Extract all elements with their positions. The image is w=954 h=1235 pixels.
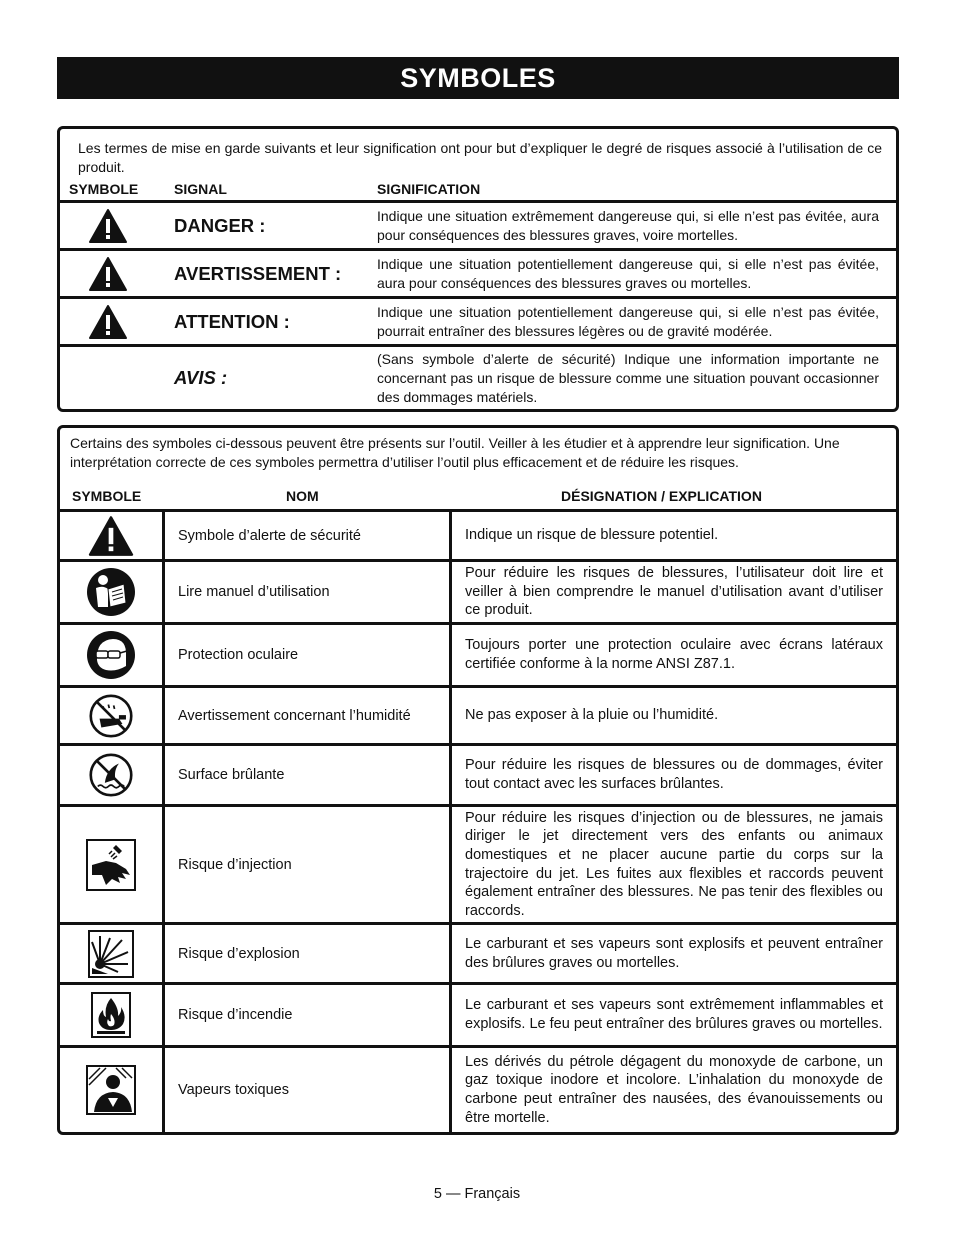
header-name: NOM: [286, 488, 319, 504]
header-description: DÉSIGNATION / EXPLICATION: [561, 488, 762, 504]
signal-row-notice: [60, 344, 896, 409]
table-row: [60, 922, 896, 982]
header-symbol: SYMBOLE: [72, 488, 142, 504]
signal-meaning: Indique une situation extrêmement dangereuse qui, si elle n’est pas évitée, aura pour conséquences des blessures graves, voire mortelles.: [377, 207, 879, 243]
symbol-name: Risque d’injection: [165, 807, 452, 922]
symbol-description: Les dérivés du pétrole dégagent du monoxyde de carbone, un gaz toxique inodore et incolore. L’inhalation du monoxyde de carbone peut entraîner des nausées, des évanouissements ou être mortelle.: [465, 1053, 883, 1126]
alert-triangle-icon: [87, 515, 135, 557]
signal-meaning: (Sans symbole d’alerte de sécurité) Indique une information importante ne concernant pas un risque de blessure comme une situation pouvant occasionner des dommages matériels.: [377, 350, 879, 405]
signal-label: AVIS :: [174, 367, 228, 388]
symbols-table: [57, 425, 899, 1135]
signal-row-caution: [60, 296, 896, 344]
explosion-hazard-icon: [88, 930, 134, 978]
table-row: [60, 509, 896, 559]
signal-meaning: Indique une situation potentiellement dangereuse qui, si elle n’est pas évitée, pourrait entraîner des blessures légères ou de gravité modérée.: [377, 303, 879, 339]
table-row: [60, 804, 896, 922]
table-row: [60, 622, 896, 685]
symbol-description: Le carburant et ses vapeurs sont explosifs et peuvent entraîner des brûlures graves ou mortelles.: [465, 935, 883, 971]
signal-words-table: [57, 126, 899, 412]
symbol-name: Risque d’explosion: [165, 925, 452, 982]
alert-triangle-icon: [88, 256, 128, 292]
table-row: [60, 559, 896, 622]
header-signal: SIGNAL: [174, 181, 227, 197]
symbols-intro: Certains des symboles ci-dessous peuvent être présents sur l’outil. Veiller à les étudier et à apprendre leur signification. Une interprétation correcte de ces symboles permettra d’utiliser l’outil plus efficacement et de réduire les risques.: [70, 435, 840, 470]
symbol-description: Le carburant et ses vapeurs sont extrêmement inflammables et explosifs. Le feu peut entraîner des brûlures graves ou mortelles.: [465, 997, 883, 1032]
symbol-name: Lire manuel d’utilisation: [165, 562, 452, 622]
symbol-description: Indique un risque de blessure potentiel.: [465, 527, 719, 544]
symbol-name: Vapeurs toxiques: [165, 1048, 452, 1132]
read-manual-icon: [86, 567, 136, 617]
signal-meaning: Indique une situation potentiellement dangereuse qui, si elle n’est pas évitée, aura pour conséquences des blessures graves ou mortelles.: [377, 255, 879, 291]
page-footer: 5 — Français: [433, 1186, 521, 1202]
fire-hazard-icon: [91, 992, 131, 1038]
table-row: [60, 1045, 896, 1132]
symbol-name: Avertissement concernant l’humidité: [165, 688, 452, 743]
symbol-description: Pour réduire les risques de blessures, l’utilisateur doit lire et veiller à bien comprendre le manuel d’utilisation avant d’utiliser ce produit.: [465, 565, 883, 619]
signal-label: AVERTISSEMENT :: [174, 262, 342, 284]
injection-hazard-icon: [86, 839, 136, 891]
header-symbol: SYMBOLE: [69, 181, 139, 197]
table-row: [60, 685, 896, 743]
symbol-name: Symbole d’alerte de sécurité: [165, 512, 452, 559]
symbol-description: Pour réduire les risques de blessures ou de dommages, éviter tout contact avec les surfaces brûlantes.: [465, 757, 883, 792]
symbol-name: Protection oculaire: [165, 625, 452, 685]
page-title: SYMBOLES: [57, 57, 899, 99]
table-row: [60, 743, 896, 804]
eye-protection-icon: [86, 630, 136, 680]
alert-triangle-icon: [88, 304, 128, 340]
header-meaning: SIGNIFICATION: [377, 181, 481, 197]
alert-triangle-icon: [88, 208, 128, 244]
signal-label: ATTENTION :: [174, 310, 290, 332]
signal-words-intro: Les termes de mise en garde suivants et leur signification ont pour but d’expliquer le degré de risques associé à l’utilisation de ce produit.: [78, 140, 882, 175]
table-row: [60, 982, 896, 1045]
signal-row-warning: [60, 248, 896, 296]
symbol-description: Pour réduire les risques d’injection ou de blessures, ne jamais diriger le jet directement vers des enfants ou animaux domestiques et ne placer aucune partie du corps sur la trajectoire du jet. Les fuites aux flexibles et raccords peuvent également entraîner des blessures. Ne pas tenir des flexibles ou raccords.: [465, 809, 883, 919]
no-wet-conditions-icon: [89, 694, 133, 738]
signal-row-danger: [60, 200, 896, 248]
symbol-name: Surface brûlante: [165, 746, 452, 804]
symbol-description: Toujours porter une protection oculaire avec écrans latéraux certifiée conforme à la norme ANSI Z87.1.: [465, 637, 883, 672]
toxic-fumes-icon: [86, 1065, 136, 1115]
signal-label: DANGER :: [174, 214, 266, 236]
hot-surface-icon: [89, 753, 133, 797]
symbol-description: Ne pas exposer à la pluie ou l’humidité.: [465, 707, 719, 724]
symbol-name: Risque d’incendie: [165, 985, 452, 1045]
